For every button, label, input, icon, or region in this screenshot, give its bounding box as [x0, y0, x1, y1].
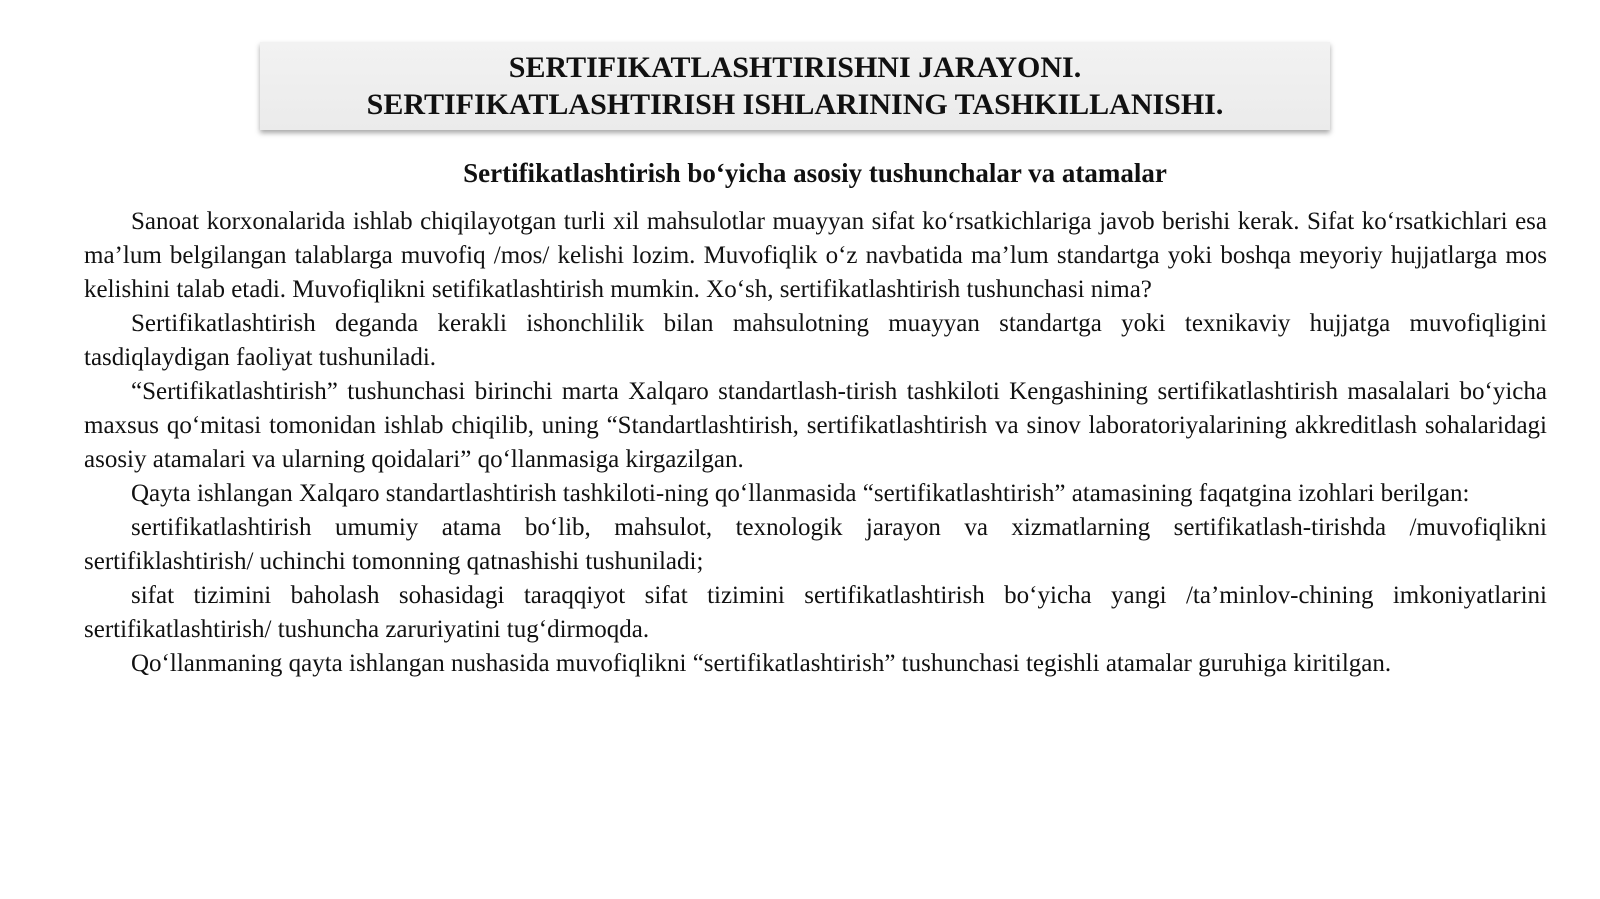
paragraph-3: “Sertifikatlashtirish” tushunchasi birinchi marta Xalqaro standartlash-tirish tashkiloti Kengashining sertifikatlashtirish masalalari bo‘yicha maxsus qo‘mitasi tomonidan ishlab chiqilib, uning “Standartlashtirish, sertifikatlashtirish va sinov laboratoriyalarining akkreditlash sohalaridagi asosiy atamalari va ularning qoidalari” qo‘llanmasiga kirgazilgan.: [84, 378, 1547, 473]
paragraph-6: sifat tizimini baholash sohasidagi taraqqiyot sifat tizimini sertifikatlashtirish bo‘yicha yangi /ta’minlov-chining imkoniyatlarini sertifikatlashtirish/ tushuncha zaruriyatini tug‘dirmoqda.: [84, 582, 1547, 643]
document-body: [84, 205, 1547, 681]
section-subtitle: Sertifikatlashtirish bo‘yicha asosiy tushunchalar va atamalar: [463, 158, 1167, 188]
paragraph-2: Sertifikatlashtirish deganda kerakli ishonchlilik bilan mahsulotning muayyan standartga yoki texnikaviy hujjatga muvofiqligini tasdiqlaydigan faoliyat tushuniladi.: [84, 310, 1547, 371]
title-box: [260, 42, 1330, 130]
paragraph-5: sertifikatlashtirish umumiy atama bo‘lib, mahsulot, texnologik jarayon va xizmatlarning sertifikatlash-tirishda /muvofiqlikni sertifiklashtirish/ uchinchi tomonning qatnashishi tushuniladi;: [84, 514, 1547, 575]
title-line-1: SERTIFIKATLASHTIRISHNI JARAYONI.: [508, 51, 1082, 84]
paragraph-4: Qayta ishlangan Xalqaro standartlashtirish tashkiloti-ning qo‘llanmasida “sertifikatlashtirish” atamasining faqatgina izohlari berilgan:: [131, 480, 1470, 507]
title-line-2: SERTIFIKATLASHTIRISH ISHLARINING TASHKILLANISHI.: [366, 88, 1224, 121]
paragraph-1: Sanoat korxonalarida ishlab chiqilayotgan turli xil mahsulotlar muayyan sifat ko‘rsatkichlariga javob berishi kerak. Sifat ko‘rsatkichlari esa ma’lum belgilangan talablarga muvofiq /mos/ kelishi lozim. Muvofiqlik o‘z navbatida ma’lum standartga yoki boshqa meyoriy hujjatlarga mos kelishini talab etadi. Muvofiqlikni setifikatlashtirish mumkin. Xo‘sh, sertifikatlashtirish tushunchasi nima?: [84, 208, 1547, 303]
paragraph-7: Qo‘llanmaning qayta ishlangan nushasida muvofiqlikni “sertifikatlashtirish” tushunchasi tegishli atamalar guruhiga kiritilgan.: [131, 650, 1392, 677]
